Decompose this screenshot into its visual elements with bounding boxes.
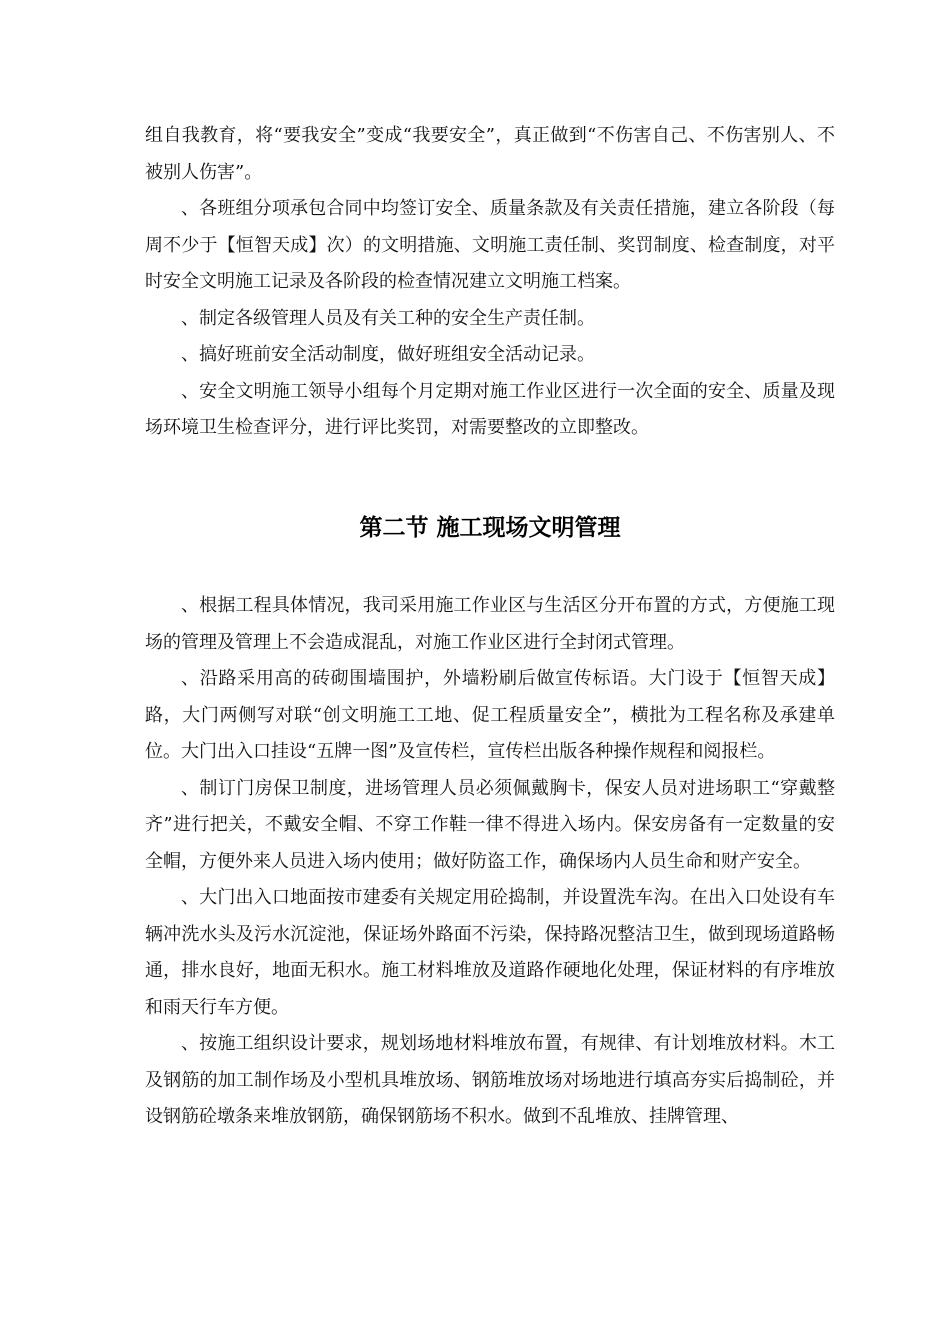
paragraph: 、制定各级管理人员及有关工种的安全生产责任制。 [181, 307, 595, 329]
paragraph: 、安全文明施工领导小组每个月定期对施工作业区进行一次全面的安全、质量及现场环境卫生检查评分，进行评比奖罚，对需要整改的立即整改。 [145, 380, 835, 438]
paragraph: 、大门出入口地面按市建委有关规定用砼捣制，并设置洗车沟。在出入口处设有车辆冲洗水头及污水沉淀池，保证场外路面不污染，保持路况整洁卫生，做到现场道路畅通，排水良好，地面无积水。施工材料堆放及道路作硬地化处理，保证材料的有序堆放和雨天行车方便。 [145, 887, 835, 1018]
paragraph: 、按施工组织设计要求，规划场地材料堆放布置，有规律、有计划堆放材料。木工及钢筋的加工制作场及小型机具堆放场、钢筋堆放场对场地进行填高夯实后捣制砼，并设钢筋砼墩条来堆放钢筋，确保钢筋场不积水。做到不乱堆放、挂牌管理、 [145, 1033, 835, 1127]
paragraph: 、沿路采用高的砖砌围墙围护，外墙粉刷后做宣传标语。大门设于【恒智天成】路，大门两侧写对联“创文明施工工地、促工程质量安全”，横批为工程名称及承建单位。大门出入口挂设“五牌一图”及宣传栏，宣传栏出版各种操作规程和阅报栏。 [145, 668, 835, 762]
paragraph: 、搞好班前安全活动制度，做好班组安全活动记录。 [181, 344, 595, 365]
section-2-body [145, 588, 835, 1136]
paragraph: 、制订门房保卫制度，进场管理人员必须佩戴胸卡，保安人员对进场职工“穿戴整齐”进行把关，不戴安全帽、不穿工作鞋一律不得进入场内。保安房备有一定数量的安全帽，方便外来人员进入场内使用；做好防盗工作，确保场内人员生命和财产安全。 [145, 777, 835, 872]
paragraph: 组自我教育，将“要我安全”变成“我要安全”，真正做到“不伤害自己、不伤害别人、不被别人伤害”。 [145, 125, 835, 183]
paragraph: 、根据工程具体情况，我司采用施工作业区与生活区分开布置的方式，方便施工现场的管理及管理上不会造成混乱，对施工作业区进行全封闭式管理。 [145, 595, 835, 653]
paragraph: 、各班组分项承包合同中均签订安全、质量条款及有关责任措施，建立各阶段（每周不少于【恒智天成】次）的文明措施、文明施工责任制、奖罚制度、检查制度，对平时安全文明施工记录及各阶段的检查情况建立文明施工档案。 [145, 198, 835, 292]
section-1-body [145, 118, 835, 447]
section-heading: 第二节 施工现场文明管理 [359, 515, 621, 541]
